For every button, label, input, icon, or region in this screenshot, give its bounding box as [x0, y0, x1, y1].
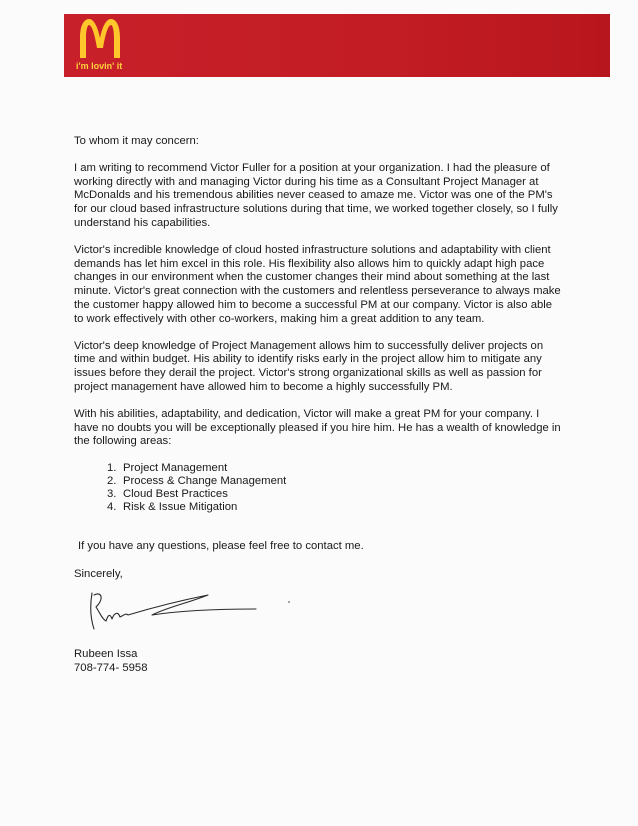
stray-mark	[288, 601, 290, 603]
handwritten-signature	[88, 585, 263, 633]
letter-body	[74, 135, 564, 514]
paragraph-pm-knowledge: Victor's deep knowledge of Project Management allows him to successfully deliver projects on time and within budget. His ability to identify risks early in the project allow him to mitigate any issues before they derail the project. Victor's strong organizational skills as well as passion for project management have allowed him to become a highly successfully PM.	[74, 339, 544, 393]
knowledge-areas-list	[74, 462, 564, 514]
paragraph-intro: I am writing to recommend Victor Fuller for a position at your organization. I had the pleasure of working directly with and managing Victor during his time as a Consultant Project Manager at McDonalds and his tremendous abilities never ceased to amaze me. Victor was one of the PM's for our cloud based infrastructure solutions during that time, we worked together closely, so I fully understand his capabilities.	[74, 161, 558, 229]
list-item: 1. Project Management	[107, 462, 228, 475]
list-item: 2. Process & Change Management	[107, 475, 287, 488]
letterhead-banner	[64, 14, 610, 77]
brand-tagline: i'm lovin' it	[76, 61, 123, 71]
signer-block	[74, 647, 148, 675]
list-item: 3. Cloud Best Practices	[107, 488, 228, 501]
closing: Sincerely,	[74, 568, 123, 580]
contact-line: If you have any questions, please feel free to contact me.	[78, 540, 364, 552]
paragraph-skills: Victor's incredible knowledge of cloud hosted infrastructure solutions and adaptability with client demands has let him excel in this role. His flexibility also allows him to quickly adapt high pace changes in our environment when the customer changes their mind about something at the last minute. Victor's great connection with the customers and relentless perseverance to always make the customer happy allowed him to become a successful PM at our company. Victor is also able to work effectively with other co-workers, making him a great addition to any team.	[74, 243, 561, 325]
salutation: To whom it may concern:	[74, 135, 199, 147]
signer-phone: 708-774- 5958	[74, 662, 148, 674]
signer-name: Rubeen Issa	[74, 648, 138, 660]
golden-arches-logo	[76, 18, 124, 58]
list-item: 4. Risk & Issue Mitigation	[107, 501, 238, 514]
paragraph-summary: With his abilities, adaptability, and dedication, Victor will make a great PM for your company. I have no doubts you will be exceptionally pleased if you hire him. He has a wealth of knowledge in the following areas:	[74, 407, 561, 448]
